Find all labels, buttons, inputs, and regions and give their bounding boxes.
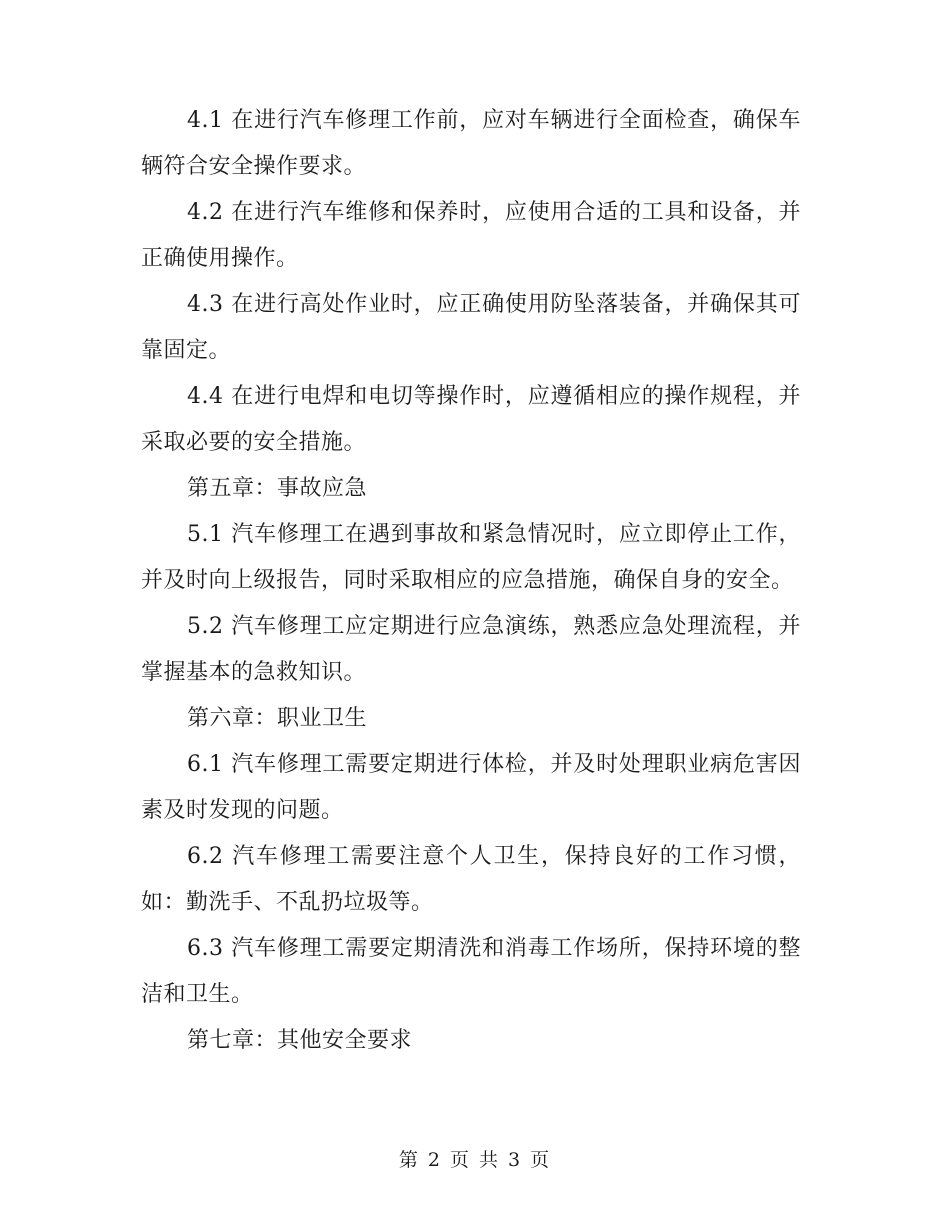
chapter-6-heading: 第六章：职业卫生 xyxy=(187,706,368,731)
paragraph-6-1: 6.1 汽车修理工需要定期进行体检，并及时处理职业病危害因素及时发现的问题。 xyxy=(141,752,801,823)
paragraph-5-1: 5.1 汽车修理工在遇到事故和紧急情况时，应立即停止工作，并及时向上级报告，同时采取相应的应急措施，确保自身的安全。 xyxy=(141,522,801,593)
paragraph-4-2: 4.2 在进行汽车维修和保养时，应使用合适的工具和设备，并正确使用操作。 xyxy=(141,200,801,271)
chapter-5-heading: 第五章：事故应急 xyxy=(187,476,368,501)
chapter-7-heading: 第七章：其他安全要求 xyxy=(187,1028,413,1053)
paragraph-6-3: 6.3 汽车修理工需要定期清洗和消毒工作场所，保持环境的整洁和卫生。 xyxy=(141,936,801,1007)
paragraph-4-1: 4.1 在进行汽车修理工作前，应对车辆进行全面检查，确保车辆符合安全操作要求。 xyxy=(141,108,801,179)
paragraph-4-4: 4.4 在进行电焊和电切等操作时，应遵循相应的操作规程，并采取必要的安全措施。 xyxy=(141,384,801,455)
paragraph-6-2: 6.2 汽车修理工需要注意个人卫生，保持良好的工作习惯，如：勤洗手、不乱扔垃圾等。 xyxy=(141,844,801,915)
paragraph-5-2: 5.2 汽车修理工应定期进行应急演练，熟悉应急处理流程，并掌握基本的急救知识。 xyxy=(141,614,801,685)
page-number-footer: 第 2 页 共 3 页 xyxy=(398,1149,552,1171)
document-body xyxy=(141,98,801,1064)
paragraph-4-3: 4.3 在进行高处作业时，应正确使用防坠落装备，并确保其可靠固定。 xyxy=(141,292,801,363)
